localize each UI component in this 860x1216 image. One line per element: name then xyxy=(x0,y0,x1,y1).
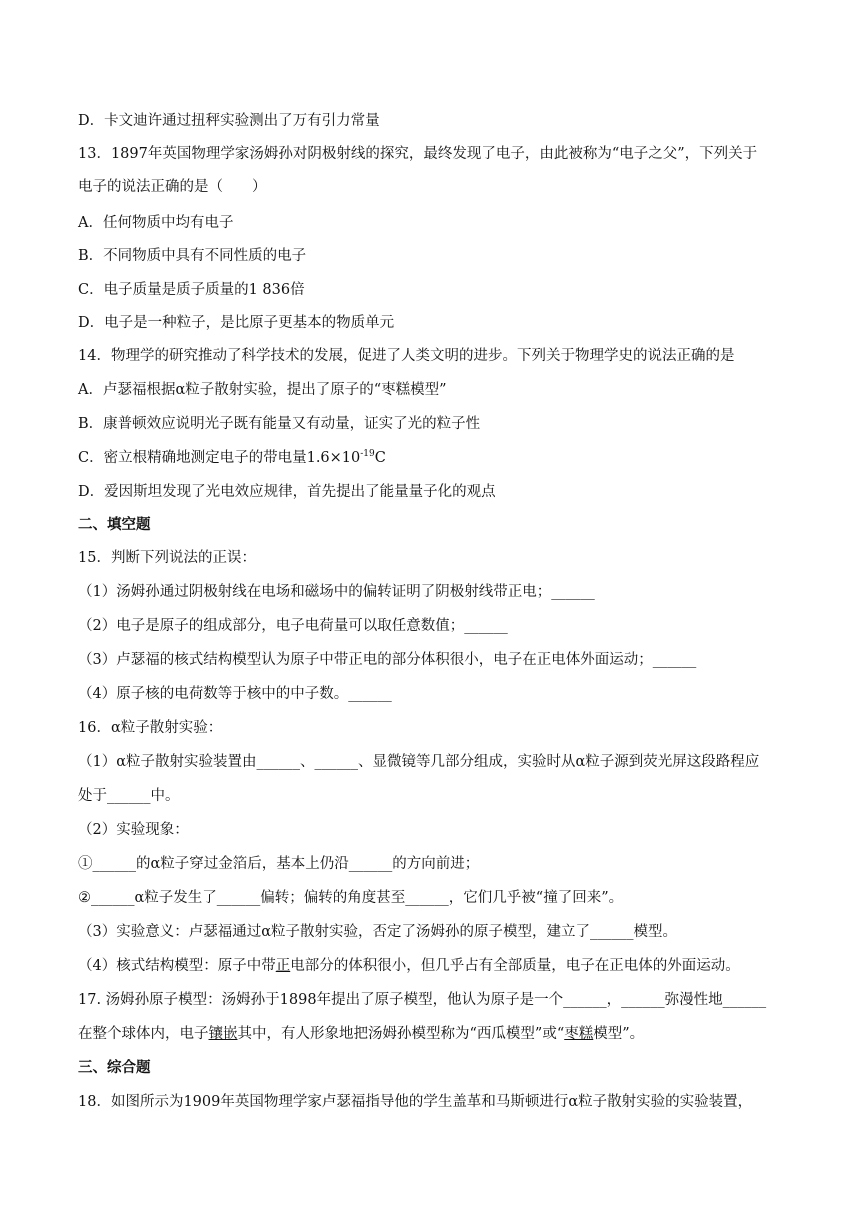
q16-item-2-point-1: ①______的α粒子穿过金箔后，基本上仍沿______的方向前进； xyxy=(78,856,480,872)
q14-stem: 14．物理学的研究推动了科学技术的发展，促进了人类文明的进步。下列关于物理学史的说法正确的是 xyxy=(78,348,735,364)
q17-text-c: 模型”。 xyxy=(593,1026,645,1042)
q13-stem-line2: 电子的说法正确的是（ ） xyxy=(78,179,267,195)
q17-text-b: 其中，有人形象地把汤姆孙模型称为“西瓜模型”或“ xyxy=(237,1026,565,1042)
q14-option-b: B．康普顿效应说明光子既有能量又有动量，证实了光的粒子性 xyxy=(78,416,481,432)
q18-stem: 18．如图所示为1909年英国物理学家卢瑟福指导他的学生盖革和马斯顿进行α粒子散射实验的实验装置， xyxy=(78,1094,753,1110)
q15-item-2: （2）电子是原子的组成部分，电子电荷量可以取任意数值；______ xyxy=(78,618,508,634)
q14-option-c-exponent: -19 xyxy=(360,449,375,460)
q16-item-4-text-a: （4）核式结构模型：原子中带 xyxy=(78,958,276,974)
section-heading-comprehensive: 三、综合题 xyxy=(78,1059,151,1076)
q16-stem: 16．α粒子散射实验： xyxy=(78,720,223,736)
q13-option-b: B．不同物质中具有不同性质的电子 xyxy=(78,248,307,264)
q17-text-a: 在整个球体内，电子 xyxy=(78,1026,209,1042)
q16-item-1-line1: （1）α粒子散射实验装置由______、______、显微镜等几部分组成，实验时从α粒子源到荧光屏这段路程应 xyxy=(78,754,760,770)
q16-item-3: （3）实验意义：卢瑟福通过α粒子散射实验，否定了汤姆孙的原子模型，建立了______模型。 xyxy=(78,924,678,940)
q16-item-4-underlined: 正 xyxy=(275,958,291,974)
q17-underlined-2: 枣糕 xyxy=(564,1026,594,1042)
q16-item-2: （2）实验现象： xyxy=(78,822,189,838)
q15-item-4: （4）原子核的电荷数等于核中的中子数。______ xyxy=(78,686,392,702)
q13-option-d: D．电子是一种粒子，是比原子更基本的物质单元 xyxy=(78,315,395,331)
q14-option-a: A．卢瑟福根据α粒子散射实验，提出了原子的“枣糕模型” xyxy=(78,382,447,398)
q17-line1: 17. 汤姆孙原子模型：汤姆孙于1898年提出了原子模型，他认为原子是一个______，______弥漫性地______ xyxy=(78,992,767,1008)
q16-item-4-text-b: 电部分的体积很小，但几乎占有全部质量，电子在正电体的外面运动。 xyxy=(290,958,740,974)
q13-option-c: C．电子质量是质子质量的1 836倍 xyxy=(78,282,305,298)
q14-option-d: D．爱因斯坦发现了光电效应规律，首先提出了能量量子化的观点 xyxy=(78,484,496,500)
q15-item-3: （3）卢瑟福的核式结构模型认为原子中带正电的部分体积很小，电子在正电体外面运动；______ xyxy=(78,652,697,668)
q14-option-c-unit: C xyxy=(374,450,386,466)
q15-item-1: （1）汤姆孙通过阴极射线在电场和磁场中的偏转证明了阴极射线带正电；______ xyxy=(78,584,595,600)
q16-item-2-point-2: ②______α粒子发生了______偏转；偏转的角度甚至______，它们几乎被“撞了回来”。 xyxy=(78,890,624,906)
q14-option-c xyxy=(78,448,386,468)
q17-underlined-1: 镶嵌 xyxy=(208,1026,238,1042)
q16-item-4 xyxy=(78,956,740,976)
section-heading-fill-blank: 二、填空题 xyxy=(78,516,151,533)
q13-stem-line1: 13．1897年英国物理学家汤姆孙对阴极射线的探究，最终发现了电子，由此被称为“电子之父”，下列关于 xyxy=(78,146,758,162)
q13-option-a: A．任何物质中均有电子 xyxy=(78,215,234,231)
q12-option-d: D．卡文迪许通过扭秤实验测出了万有引力常量 xyxy=(78,113,380,129)
q17-line2 xyxy=(78,1024,644,1044)
q14-option-c-text: C．密立根精确地测定电子的带电量1.6×10 xyxy=(78,450,361,466)
q16-item-1-line2: 处于______中。 xyxy=(78,788,180,804)
q15-stem: 15．判断下列说法的正误： xyxy=(78,550,256,566)
